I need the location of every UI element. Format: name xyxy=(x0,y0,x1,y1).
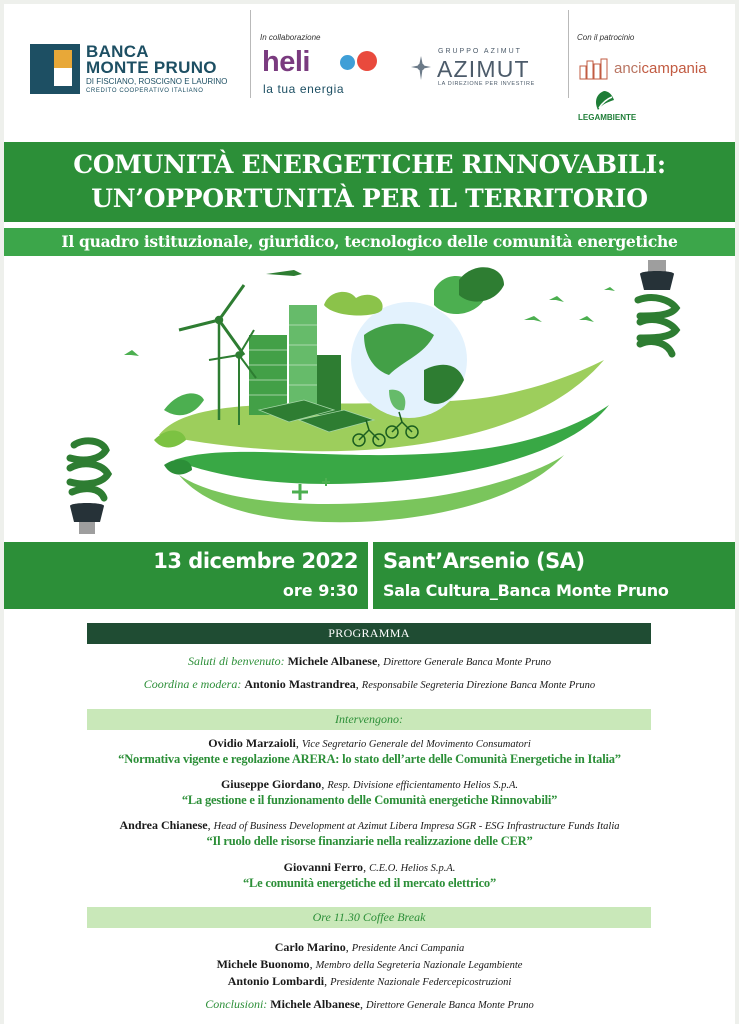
speaker-name: Giovanni Ferro xyxy=(283,860,364,874)
speaker-name: Ovidio Marzaioli xyxy=(208,736,296,750)
globe-shape xyxy=(351,302,467,418)
legambiente-leaf-icon xyxy=(592,90,616,112)
helios-o-icon xyxy=(340,55,355,70)
leaf-shape xyxy=(459,267,504,301)
helios-wordmark: heli xyxy=(262,46,310,78)
subtitle: Il quadro istituzionale, giuridico, tecnologico delle comunità energetiche xyxy=(61,232,678,251)
closing-speaker-title: Presidente Anci Campania xyxy=(351,943,465,954)
speaker-line: Giovanni Ferro, C.E.O. Helios S.p.A. xyxy=(283,860,456,874)
programme-heading: PROGRAMMA xyxy=(87,623,651,644)
azimut-compass-icon xyxy=(409,54,433,82)
title-line2: UN’OPPORTUNITÀ PER IL TERRITORIO xyxy=(91,184,648,213)
bank-name-line1: BANCA xyxy=(86,42,149,61)
welcome-line: Saluti di benvenuto: Michele Albanese, Direttore Generale Banca Monte Pruno xyxy=(187,654,552,668)
talk-title: “La gestione e il funzionamento delle Comunità energetiche Rinnovabili” xyxy=(181,793,558,807)
conclusions-role: Conclusioni: xyxy=(205,997,268,1011)
welcome-title: Direttore Generale Banca Monte Pruno xyxy=(383,657,552,668)
divider xyxy=(568,10,569,98)
conclusions-name: Michele Albanese xyxy=(270,997,360,1011)
anci-name: campania xyxy=(641,60,707,77)
moderator-role: Coordina e modera: xyxy=(143,677,242,691)
closing-speaker-title: Presidente Nazionale Federcepicostruzioni xyxy=(330,977,512,988)
helios-sun-icon xyxy=(357,51,377,71)
azimut-name: AZIMUT xyxy=(437,56,530,82)
bank-tagline: CREDITO COOPERATIVO ITALIANO xyxy=(86,88,204,94)
coffee-break: Ore 11.30 Coffee Break xyxy=(87,907,651,928)
helios-tagline: la tua energia xyxy=(263,82,345,96)
azimut-group: GRUPPO AZIMUT xyxy=(438,48,522,55)
closing-speaker-line: Carlo Marino, Presidente Anci Campania xyxy=(274,940,465,954)
collaboration-label: In collaborazione xyxy=(260,33,321,42)
banca-monte-pruno-logo xyxy=(30,44,230,100)
event-time: ore 9:30 xyxy=(282,581,358,600)
cloud-shape xyxy=(324,292,383,316)
speaker-name: Andrea Chianese xyxy=(119,818,208,832)
closing-speaker-name: Antonio Lombardi xyxy=(227,974,325,988)
speakers-heading: Intervengono: xyxy=(87,709,651,730)
patronage-label: Con il patrocinio xyxy=(577,33,635,42)
date-venue-band xyxy=(4,542,735,609)
speaker-name: Giuseppe Giordano xyxy=(220,777,322,791)
welcome-role: Saluti di benvenuto: xyxy=(187,654,285,668)
event-venue: Sala Cultura_Banca Monte Pruno xyxy=(383,581,669,600)
moderator-line: Coordina e modera: Antonio Mastrandrea, Responsabile Segreteria Direzione Banca Monte Pruno xyxy=(143,677,596,691)
speaker-title: C.E.O. Helios S.p.A. xyxy=(369,863,456,874)
bank-subtitle: DI FISCIANO, ROSCIGNO E LAURINO xyxy=(86,77,228,86)
azimut-tagline: LA DIREZIONE PER INVESTIRE xyxy=(438,81,535,87)
anci-wordmark xyxy=(614,60,707,77)
leaf-shape xyxy=(164,393,204,415)
event-date: 13 dicembre 2022 xyxy=(153,549,358,573)
conclusions-line: Conclusioni: Michele Albanese, Direttore Generale Banca Monte Pruno xyxy=(205,997,534,1011)
leaf-shape xyxy=(154,431,186,448)
moderator-title: Responsabile Segreteria Direzione Banca Monte Pruno xyxy=(361,680,596,691)
lightbulb-left-icon xyxy=(70,441,108,534)
closing-speaker-line: Michele Buonomo, Membro della Segreteria Nazionale Legambiente xyxy=(216,957,523,971)
talk-title: “Le comunità energetiche ed il mercato elettrico” xyxy=(242,876,497,890)
legambiente-name: LEGAMBIENTE xyxy=(578,113,637,122)
talk-title: “Normativa vigente e regolazione ARERA: lo stato dell’arte delle Comunità Energetiche in Italia” xyxy=(118,752,621,766)
anci-prefix: anci xyxy=(614,60,642,77)
lightbulb-right-icon xyxy=(638,260,676,354)
bank-name xyxy=(86,44,217,76)
speaker-line: Andrea Chianese, Head of Business Development at Azimut Libera Impresa SGR - ESG Infrastructure Funds Italia xyxy=(119,818,620,832)
speaker-line: Giuseppe Giordano, Resp. Divisione efficientamento Helios S.p.A. xyxy=(220,777,519,791)
closing-speaker-name: Michele Buonomo xyxy=(216,957,310,971)
closing-speaker-name: Carlo Marino xyxy=(274,940,346,954)
speaker-line: Ovidio Marzaioli, Vice Segretario Generale del Movimento Consumatori xyxy=(208,736,531,750)
divider xyxy=(250,10,251,98)
bank-name-line2: MONTE PRUNO xyxy=(86,58,217,77)
welcome-name: Michele Albanese xyxy=(287,654,378,668)
date-panel xyxy=(4,542,368,609)
title-line1: COMUNITÀ ENERGETICHE RINNOVABILI: xyxy=(73,150,666,179)
bank-mark-icon xyxy=(30,44,80,94)
speaker-title: Resp. Divisione efficientamento Helios S.p.A. xyxy=(327,780,519,791)
closing-speaker-title: Membro della Segreteria Nazionale Legambiente xyxy=(315,960,523,971)
venue-panel xyxy=(373,542,735,609)
poster xyxy=(4,4,735,1024)
speaker-title: Head of Business Development at Azimut Libera Impresa SGR - ESG Infrastructure Funds Italia xyxy=(213,821,620,832)
event-place: Sant’Arsenio (SA) xyxy=(383,549,585,573)
moderator-name: Antonio Mastrandrea xyxy=(244,677,356,691)
talk-title: “Il ruolo delle risorse finanziarie nella realizzazione delle CER” xyxy=(206,834,533,848)
building-shape xyxy=(289,305,317,415)
anci-buildings-icon xyxy=(579,58,611,80)
speaker-title: Vice Segretario Generale del Movimento Consumatori xyxy=(301,739,531,750)
closing-speaker-line: Antonio Lombardi, Presidente Nazionale Federcepicostruzioni xyxy=(227,974,512,988)
green-energy-illustration xyxy=(4,260,735,540)
conclusions-title: Direttore Generale Banca Monte Pruno xyxy=(365,1000,534,1011)
